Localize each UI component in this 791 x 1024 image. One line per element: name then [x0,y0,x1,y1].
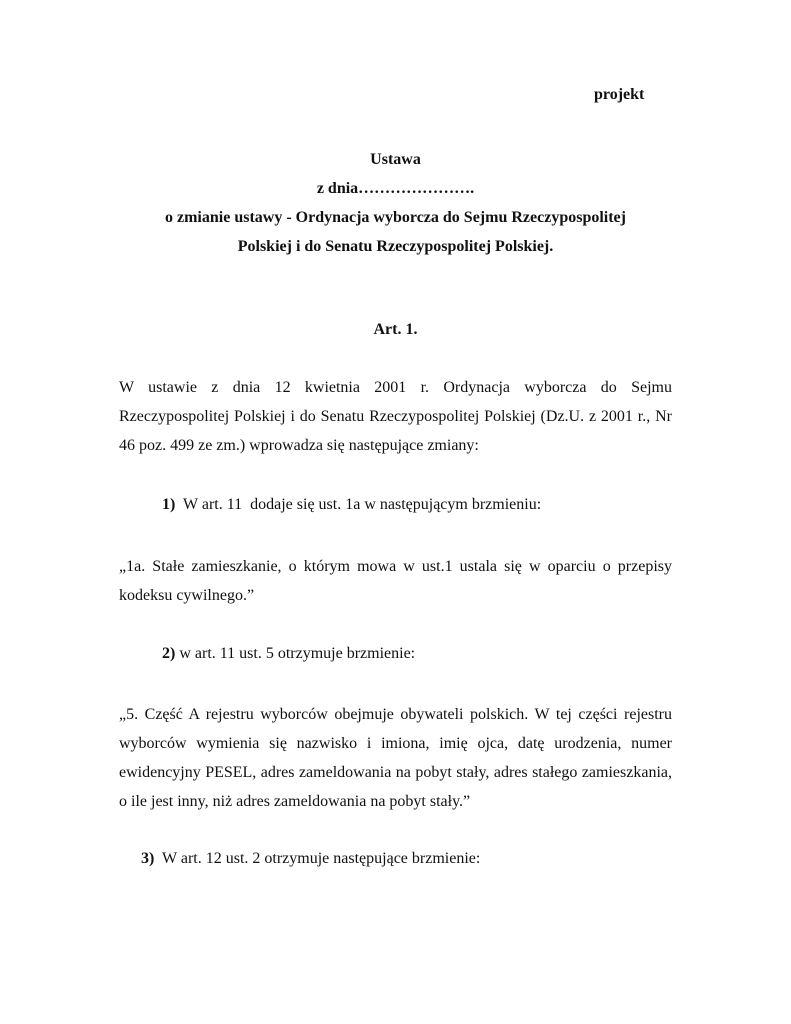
item-number: 2) [162,645,176,662]
intro-paragraph: W ustawie z dnia 12 kwietnia 2001 r. Ordynacja wyborcza do Sejmu Rzeczypospolitej Polskiej i do Senatu Rzeczypospolitej Polskiej (Dz.U. z 2001 r., Nr 46 poz. 499 ze zm.) wprowadza się następujące zmiany: [119,379,672,454]
act-type: Ustawa [370,151,421,168]
act-title [0,145,791,261]
draft-label: projekt [594,86,645,103]
item-text: W art. 11 dodaje się ust. 1a w następującym brzmieniu: [175,496,542,513]
item-number: 3) [141,850,155,867]
act-subject-line-1: o zmianie ustawy - Ordynacja wyborcza do Sejmu Rzeczypospolitej [165,209,626,226]
amendment-item-2 [162,645,415,663]
item-text: w art. 11 ust. 5 otrzymuje brzmienie: [175,645,416,662]
item-number: 1) [162,496,176,513]
amendment-item-1 [162,496,541,514]
act-subject-line-2: Polskiej i do Senatu Rzeczypospolitej Polskiej. [237,238,554,255]
act-date: z dnia…………………. [316,180,475,197]
amendment-quote-1: „1a. Stałe zamieszkanie, o którym mowa w ust.1 ustala się w oparciu o przepisy kodeksu cywilnego.” [119,558,672,604]
amendment-item-3 [141,850,480,868]
item-text: W art. 12 ust. 2 otrzymuje następujące brzmienie: [154,850,481,867]
article-heading: Art. 1. [373,321,418,338]
amendment-quote-2: „5. Część A rejestru wyborców obejmuje obywateli polskich. W tej części rejestru wyborców wymienia się nazwisko i imiona, imię ojca, datę urodzenia, numer ewidencyjny PESEL, adres zameldowania na pobyt stały, adres stałego zamieszkania, o ile jest inny, niż adres zameldowania na pobyt stały.” [119,706,672,810]
